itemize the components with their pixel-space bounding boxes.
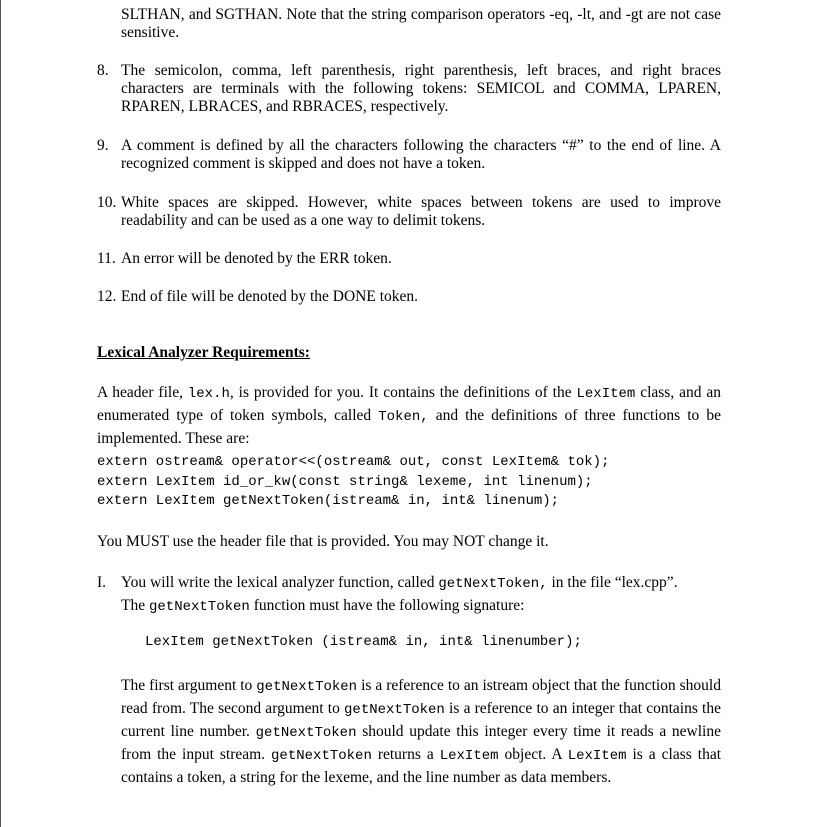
intro-paragraph: A header file, lex.h, is provided for you. It contains the definitions of the LexItem class, and an enumerated type of token symbols, called Token, and the definitions of three functions to be implemented. These are:: [97, 384, 722, 447]
page-left-border: [0, 0, 1, 827]
list-item: 9. A comment is defined by all the characters following the characters “#” to the end of line. A recognized comment is skipped and does not have a token.: [97, 137, 721, 172]
code-line: extern LexItem getNextToken(istream& in, int& linenum);: [97, 493, 560, 509]
list-item: 8. The semicolon, comma, left parenthesis, right parenthesis, left braces, and right braces characters are terminals with the following tokens: SEMICOL and COMMA, LPAREN, RPAREN, LBRACES, and RBRACES, respectively.: [97, 62, 721, 115]
code-block: [97, 453, 721, 512]
code-line: extern LexItem id_or_kw(const string& lexeme, int linenum);: [97, 473, 593, 490]
document-page: [97, 0, 722, 786]
code-line: extern ostream& operator<<(ostream& out, const LexItem& tok);: [97, 454, 610, 470]
section-heading: Lexical Analyzer Requirements:: [97, 344, 310, 361]
list-item: 11. An error will be denoted by the ERR token.: [97, 250, 392, 267]
list-item: 10. White spaces are skipped. However, white spaces between tokens are used to improve readability and can be used as a one way to delimit tokens.: [97, 194, 721, 229]
list-item-7-continuation: SLTHAN, and SGTHAN. Note that the string comparison operators -eq, -lt, and -gt are not case sensitive.: [121, 6, 721, 41]
signature-code: LexItem getNextToken (istream& in, int& linenumber);: [145, 634, 582, 650]
list-item: 12. End of file will be denoted by the DONE token.: [97, 288, 419, 305]
header-notice: You MUST use the header file that is provided. You may NOT change it.: [97, 533, 549, 550]
explanation-paragraph: The first argument to getNextToken is a reference to an istream object that the function should read from. The second argument to getNextToken is a reference to an integer that contains the current line number. getNextToken should update this integer every time it reads a newline from the input stream. getNextToken returns a LexItem object. A LexItem is a class that contains a token, a string for the lexeme, and the line number as data members.: [121, 677, 722, 786]
roman-item: I. You will write the lexical analyzer function, called getNextToken, in the file “lex.cpp”. The getNextToken function must have the following signature:: [97, 574, 678, 615]
